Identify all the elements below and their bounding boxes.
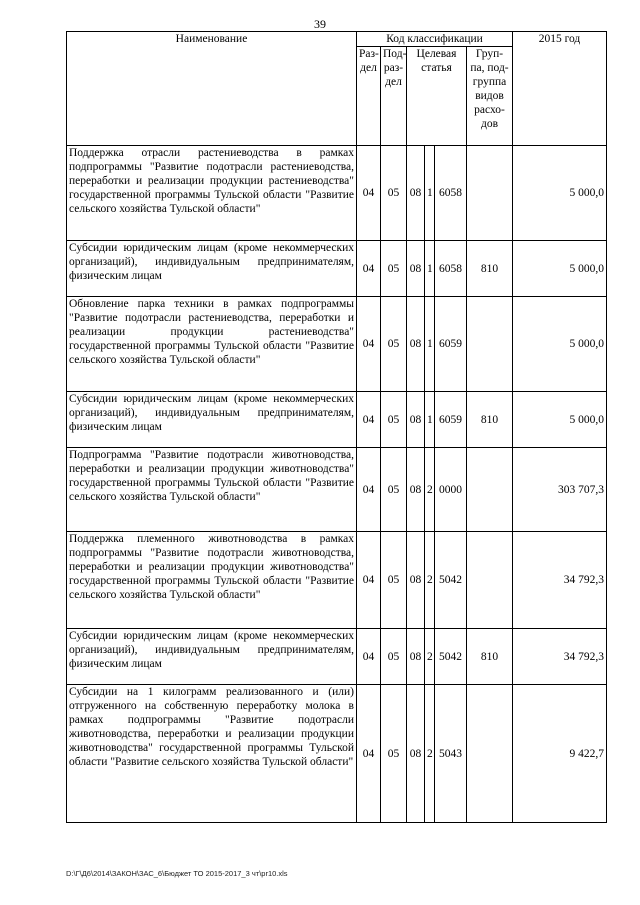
row-subsection: 05 xyxy=(381,448,407,532)
table-row xyxy=(67,629,607,685)
header-expense-group: Груп-па, под-группа видов расхо-дов xyxy=(467,47,513,146)
row-name: Субсидии юридическим лицам (кроме некоммерческих организаций), индивидуальным предпринимателям, физическим лицам xyxy=(67,629,357,685)
table-row xyxy=(67,297,607,392)
table-row xyxy=(67,448,607,532)
row-target-program: 08 xyxy=(407,685,425,823)
row-target-program: 08 xyxy=(407,241,425,297)
header-code-classification: Код классификации xyxy=(357,32,513,47)
row-target-subprogram: 2 xyxy=(425,685,435,823)
row-target-subprogram: 2 xyxy=(425,629,435,685)
row-section: 04 xyxy=(357,241,381,297)
row-name: Субсидии юридическим лицам (кроме некоммерческих организаций), индивидуальным предпринимателям, физическим лицам xyxy=(67,392,357,448)
row-target-subprogram: 1 xyxy=(425,146,435,241)
row-target-program: 08 xyxy=(407,146,425,241)
row-name: Субсидии юридическим лицам (кроме некоммерческих организаций), индивидуальным предпринимателям, физическим лицам xyxy=(67,241,357,297)
row-subsection: 05 xyxy=(381,297,407,392)
row-target-subprogram: 1 xyxy=(425,241,435,297)
row-target-direction: 5042 xyxy=(435,629,467,685)
row-amount: 34 792,3 xyxy=(513,532,607,629)
row-amount: 9 422,7 xyxy=(513,685,607,823)
header-subsection: Под-раз-дел xyxy=(381,47,407,146)
row-subsection: 05 xyxy=(381,629,407,685)
row-expense-group xyxy=(467,146,513,241)
row-name: Обновление парка техники в рамках подпрограммы "Развитие подотрасли растениеводства, переработки и реализации продукции растениеводства" государственной программы Тульской области "Развитие сельского хозяйства Тульской области" xyxy=(67,297,357,392)
table-row xyxy=(67,241,607,297)
row-name: Подпрограмма "Развитие подотрасли животноводства, переработки и реализации продукции животноводства" государственной программы Тульской области "Развитие сельского хозяйства Тульской области" xyxy=(67,448,357,532)
row-amount: 303 707,3 xyxy=(513,448,607,532)
row-target-direction: 6058 xyxy=(435,146,467,241)
row-name: Поддержка племенного животноводства в рамках подпрограммы "Развитие подотрасли животноводства, переработки и реализации продукции животноводства" государственной программы Тульской области "Развитие сельского хозяйства Тульской области" xyxy=(67,532,357,629)
table-row xyxy=(67,685,607,823)
table-row xyxy=(67,392,607,448)
row-expense-group: 810 xyxy=(467,241,513,297)
row-subsection: 05 xyxy=(381,685,407,823)
table-row xyxy=(67,146,607,241)
header-section: Раз-дел xyxy=(357,47,381,146)
budget-table xyxy=(66,31,607,823)
row-target-direction: 0000 xyxy=(435,448,467,532)
row-section: 04 xyxy=(357,146,381,241)
row-target-direction: 6059 xyxy=(435,392,467,448)
footer-file-path: D:\Г\Д6\2014\ЗАКОН\ЗАС_6\Бюджет ТО 2015-2017_3 чт\pr10.xls xyxy=(66,869,288,878)
row-target-program: 08 xyxy=(407,448,425,532)
row-amount: 5 000,0 xyxy=(513,392,607,448)
row-section: 04 xyxy=(357,297,381,392)
row-target-subprogram: 2 xyxy=(425,448,435,532)
table-row xyxy=(67,532,607,629)
row-target-direction: 5042 xyxy=(435,532,467,629)
row-target-program: 08 xyxy=(407,392,425,448)
row-section: 04 xyxy=(357,392,381,448)
row-subsection: 05 xyxy=(381,241,407,297)
row-target-direction: 6059 xyxy=(435,297,467,392)
row-section: 04 xyxy=(357,629,381,685)
row-target-direction: 5043 xyxy=(435,685,467,823)
row-section: 04 xyxy=(357,532,381,629)
row-target-subprogram: 1 xyxy=(425,392,435,448)
row-amount: 5 000,0 xyxy=(513,297,607,392)
row-subsection: 05 xyxy=(381,392,407,448)
row-expense-group xyxy=(467,448,513,532)
header-year: 2015 год xyxy=(513,32,607,146)
row-target-subprogram: 1 xyxy=(425,297,435,392)
row-expense-group xyxy=(467,297,513,392)
row-name: Поддержка отрасли растениеводства в рамках подпрограммы "Развитие подотрасли растениеводства, переработки и реализации продукции растениеводства" государственной программы Тульской области "Развитие сельского хозяйства Тульской области" xyxy=(67,146,357,241)
row-amount: 34 792,3 xyxy=(513,629,607,685)
row-subsection: 05 xyxy=(381,532,407,629)
row-amount: 5 000,0 xyxy=(513,241,607,297)
row-target-program: 08 xyxy=(407,297,425,392)
row-subsection: 05 xyxy=(381,146,407,241)
page-number: 39 xyxy=(314,17,326,31)
table-body xyxy=(67,146,607,823)
row-target-program: 08 xyxy=(407,629,425,685)
row-name: Субсидии на 1 килограмм реализованного и (или) отгруженного на собственную переработку молока в рамках подпрограммы "Развитие подотрасли животноводства, переработки и реализации продукции животноводства" государственной программы Тульской области "Развитие сельского хозяйства Тульской области" xyxy=(67,685,357,823)
row-target-subprogram: 2 xyxy=(425,532,435,629)
header-name: Наименование xyxy=(67,32,357,146)
row-expense-group xyxy=(467,685,513,823)
row-expense-group xyxy=(467,532,513,629)
row-target-direction: 6058 xyxy=(435,241,467,297)
row-expense-group: 810 xyxy=(467,629,513,685)
row-section: 04 xyxy=(357,448,381,532)
row-target-program: 08 xyxy=(407,532,425,629)
row-expense-group: 810 xyxy=(467,392,513,448)
row-amount: 5 000,0 xyxy=(513,146,607,241)
row-section: 04 xyxy=(357,685,381,823)
header-target-article: Целевая статья xyxy=(407,47,467,146)
